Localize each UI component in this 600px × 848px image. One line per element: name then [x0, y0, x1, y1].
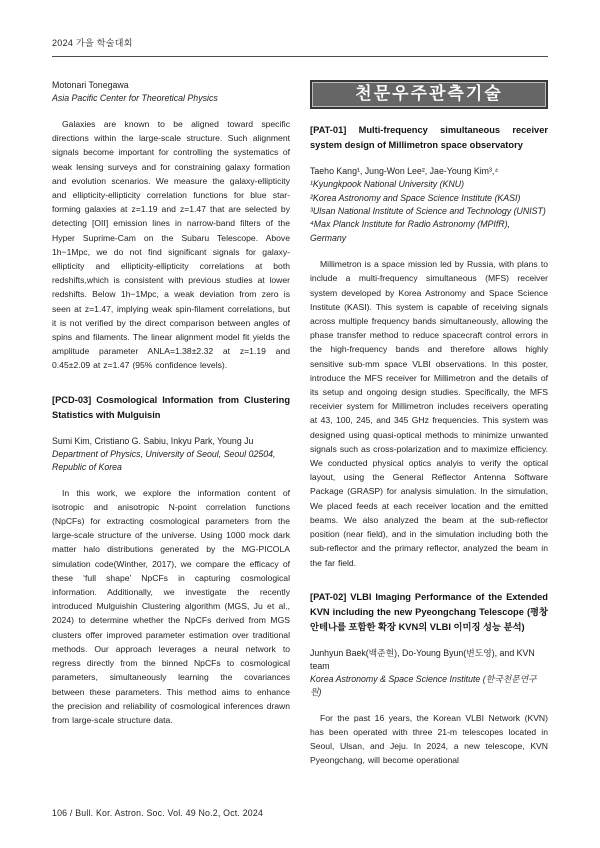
conference-title: 2024 가을 학술대회	[52, 38, 133, 48]
right-column	[310, 79, 548, 782]
pcd03-affiliation: Department of Physics, University of Seoul, Seoul 02504, Republic of Korea	[52, 448, 276, 472]
page-header	[52, 36, 548, 57]
page-footer	[52, 808, 263, 818]
pat01-affiliation-2: ²Korea Astronomy and Space Science Institute (KASI)	[310, 192, 521, 203]
pat02-affiliation: Korea Astronomy & Space Science Institute (한국천문연구원)	[310, 673, 537, 697]
pat01-author-block	[310, 165, 548, 245]
pat01-affiliations	[310, 178, 548, 245]
pat01-affiliation-3: ³Ulsan National Institute of Science and Technology (UNIST)	[310, 206, 546, 217]
pat01-authors: Taeho Kang¹, Jung-Won Lee², Jae-Young Kim³,⁴	[310, 166, 499, 177]
session-banner: 천문우주관측기술	[312, 82, 546, 107]
abstract-heading-pcd03: [PCD-03] Cosmological Information from Clustering Statistics with Mulguisin	[52, 394, 290, 420]
lead-affiliation: Asia Pacific Center for Theoretical Physics	[52, 93, 218, 103]
pat01-abstract: Millimetron is a space mission led by Russia, with plans to include a multi-frequency simultaneous (MFS) receiver system developed by Korea Astronomy and Space Science Institute (KASI). This system is capable of receiving signals across multiple frequency bands simultaneously, allowing the phase transfer method to reduce spacecraft control errors in the high-frequency bands and therefore allows highly sensitive sub-mm space VLBI observations. In this poster, introduce the MFS receiver for Millimetron and the details of its setup and ongoing design studies. Specifically, the MFS receivier system for Millimetron includes receivers operating at 43, 100, 245, and 345 GHz frequencies. This system was designed using quasi-optical methods to minimize unwanted signals such as cross-polarization and to maximize efficiency. We conducted physical optics analyis to verify the optical layout, using the General Reflector Antenna Software Package (GRASP) for analysis simulation. In the simulation, We placed feeds at each receiver location and the emitted beams. We also analyzed the beam at the sub-reflector position (near field), and in the simulation including both the sub-reflector and the primary reflector, analyzed the beam in the far field.	[310, 259, 548, 568]
pcd03-authors: Sumi Kim, Cristiano G. Sabiu, Inkyu Park, Young Ju	[52, 435, 254, 446]
left-column	[52, 79, 290, 782]
pat02-authors: Junhyun Baek(백준현), Do-Young Byun(변도영), and KVN team	[310, 647, 535, 671]
pcd03-abstract: In this work, we explore the information content of isotropic and anisotropic N-point correlation functions (NpCFs) for extracting cosmological parameters from the large-scale structure of the universe. Using 1000 mock dark matter halo distributions generated by the MG-PICOLA simulation code(Winther, 2017), we compare the efficacy of these ‘full shape’ NpCFs in capturing cosmological information. Additionally, we investigate the recently introduced Mulguishin Clustering algorithm (MGS, Ju et al., 2024) to determine whether the NpCFs derived from MGS clusters offer improved parameter estimation over traditional methods. Our approach leverages a neural network to regress directly from the binned NpCFs to cosmological parameters, simultaneously learning the covariances between these parameters. This method aims to enhance the precision and reliability of cosmological inferences drawn from large-scale structure data.	[52, 487, 290, 725]
pcd03-author-block	[52, 435, 290, 474]
pat01-affiliation-1: ¹Kyungkpook National University (KNU)	[310, 179, 465, 190]
lead-abstract: Galaxies are known to be aligned toward specific directions within the large-scale structure. Such alignment signals become important for controlling the systematics of weak lensing surveys and for constraining galaxy formation and evolution scenarios. We measure the galaxy-ellipticity and ellipticity-ellipticity correlation functions for blue star-forming galaxies at z=1.19 and z=1.47 that are selected by detecting [OII] emission lines in narrow-band filters of the Hyper Suprime-Cam on the Subaru Telescope. Above 1h−1Mpc, we do not find significant signals for galaxy-ellipticity and ellipticity-ellipticity correlations at both redshifts,which is consistent with previous studies at lower redshifts. Below 1h−1Mpc, a weak deviation from zero is seen at z=1.47, implying weak spin-filament correlations, but it is not verified by the direct comparison between angles of spins and filaments. The linear alignment model fit yields the amplitude parameter ANLA=1.38±2.32 at z=1.19 and 0.45±2.09 at z=1.47 (95% confidence levels).	[52, 119, 290, 371]
lead-author-block	[52, 79, 290, 105]
pat02-author-block	[310, 647, 548, 699]
lead-authors: Motonari Tonegawa	[52, 80, 129, 90]
page-number-citation: 106 / Bull. Kor. Astron. Soc. Vol. 49 No.2, Oct. 2024	[52, 808, 264, 818]
abstract-heading-pat01: [PAT-01] Multi-frequency simultaneous receiver system design of Millimetron space observatory	[310, 125, 548, 151]
abstract-heading-pat02: [PAT-02] VLBI Imaging Performance of the Extended KVN including the new Pyeongchang Telescope (평창 안테나를 포함한 확장 KVN의 VLBI 이미징 성능 분석)	[310, 591, 548, 632]
pat02-abstract: For the past 16 years, the Korean VLBI Network (KVN) has been operated with three 21-m telescopes located in Seoul, Ulsan, and Jeju. In 2024, a new telescope, KVN Pyeongchang, will become operational	[310, 712, 548, 766]
two-column-layout	[52, 79, 548, 782]
pat01-affiliation-4: ⁴Max Planck Institute for Radio Astronomy (MPIfR), Germany	[310, 219, 511, 243]
